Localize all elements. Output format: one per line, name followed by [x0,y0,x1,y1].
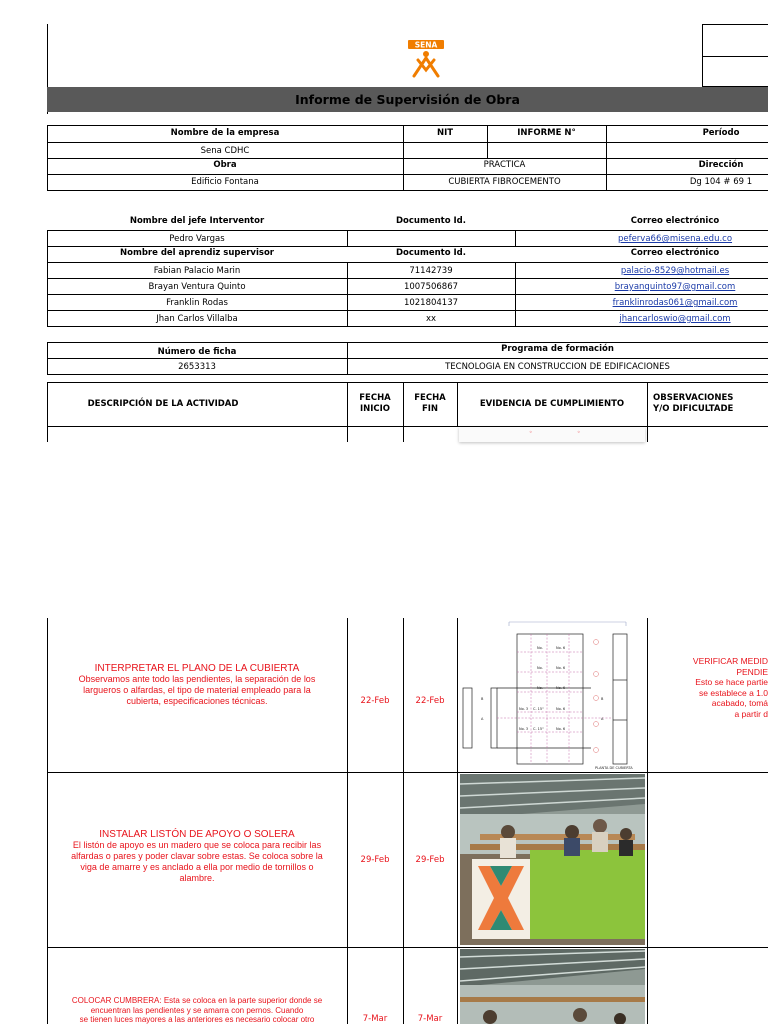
activity-row-1-description [47,663,347,707]
svg-text:No. 3: No. 3 [519,727,529,731]
program-table [47,342,768,375]
svg-text:B: B [481,697,484,701]
svg-text:C. 15": C. 15" [533,707,544,711]
activity-row-2-description [47,829,347,884]
jefe-name: Pedro Vargas [169,234,225,244]
apprentice-name-4: Jhan Carlos Villalba [156,314,238,324]
apprentice-doc-3: 1021804137 [403,298,459,308]
activity-2-title: INSTALAR LISTÓN DE APOYO O SOLERA [99,829,295,840]
col-informe: INFORME N° [517,128,576,138]
svg-text:No. 3: No. 3 [519,707,529,711]
col-fecha-inicio-1: FECHA [359,393,391,403]
apprentice-name-1: Fabian Palacio Marin [153,266,241,276]
activity-2-photo [460,774,645,945]
apprentice-email-4[interactable]: jhancarloswio@gmail.com [619,314,731,324]
svg-text:No.: No. [537,686,543,690]
svg-text:A: A [601,717,604,721]
apprentice-email-3[interactable]: franklinrodas061@gmail.com [612,298,738,308]
activity-2-fecha-fin: 29-Feb [415,855,445,865]
col-correo-2: Correo electrónico [630,248,720,258]
activity-3-title: COLOCAR CUMBRERA: Esta se coloca en la parte superior donde se [71,996,323,1005]
sena-logo-text: SENA [414,40,438,50]
activity-3-line-2: se tienen luces mayores a las anteriores es necesario colocar otro [79,1015,315,1024]
svg-text:No. 6: No. 6 [556,666,566,670]
svg-text:No. 6: No. 6 [556,707,566,711]
activity-1-observations [649,656,768,719]
col-documento-2: Documento Id. [396,248,466,258]
activity-3-photo [460,949,645,1024]
col-direccion: Dirección [698,160,744,170]
svg-text:No. 6: No. 6 [556,686,566,690]
col-company-name: Nombre de la empresa [170,128,280,138]
apprentice-email-2[interactable]: brayanquinto97@gmail.com [614,282,736,292]
col-periodo: Período [702,128,740,138]
activity-row-3-description [47,996,347,1024]
svg-text:C. 15": C. 15" [533,727,544,731]
activity-1-line-3: cubierta, especificaciones técnicas. [126,696,268,706]
people-table [47,213,768,328]
obs-line-2: PENDIE [736,666,768,677]
col-evidencia: EVIDENCIA DE CUMPLIMIENTO [479,399,625,409]
svg-text:No.: No. [537,646,543,650]
activity-2-line-4: alambre. [179,873,215,883]
col-practica: PRACTICA [483,160,526,170]
right-box-bottom [702,56,768,87]
activity-1-line-2: largueros o alfardas, el tipo de material empleado para la [83,685,311,695]
activity-2-line-2: alfardas o pares y poder clavar sobre estas. Se coloca sobre la [71,851,323,861]
col-programa: Programa de formación [501,344,614,354]
col-documento: Documento Id. [396,216,466,226]
activity-3-line-1: encuentran las pendientes y se amarra con pernos. Cuando [90,1005,304,1015]
col-descripcion: DESCRIPCIÓN DE LA ACTIVIDAD [87,399,239,409]
activity-1-title: INTERPRETAR EL PLANO DE LA CUBIERTA [94,663,300,674]
practica-value: CUBIERTA FIBROCEMENTO [448,177,561,187]
obra-value: Edificio Fontana [191,177,259,187]
company-table [47,125,768,191]
company-name-value: Sena CDHC [200,146,250,156]
obs-line-6: a partir d [734,708,768,719]
evidence-preview-strip: ◦ ◦ [459,427,645,442]
activity-1-fecha-fin: 22-Feb [415,696,445,706]
activity-1-fecha-inicio: 22-Feb [360,696,390,706]
col-fecha-fin-1: FECHA [414,393,446,403]
apprentice-doc-1: 71142739 [409,266,453,276]
apprentice-name-3: Franklin Rodas [166,298,228,308]
apprentice-doc-2: 1007506867 [403,282,459,292]
activities-table [47,618,768,1024]
svg-text:No. 6: No. 6 [556,727,566,731]
col-observaciones-2: Y/O DIFICULTADE [653,404,734,414]
activities-header [47,382,768,442]
jefe-email-link[interactable]: peferva66@misena.edu.co [617,234,733,244]
col-nit: NIT [436,128,454,138]
svg-text:No. 6: No. 6 [556,646,566,650]
activity-3-fecha-fin: 7-Mar [417,1014,443,1024]
title-bar [47,87,768,112]
programa-value: TECNOLOGIA EN CONSTRUCCION DE EDIFICACIONES [445,362,670,372]
svg-text:B: B [601,697,604,701]
activity-2-line-3: viga de amarre y es anclado a ella por medio de tornillos o [80,862,314,872]
col-observaciones-1: OBSERVACIONES [653,393,734,403]
activity-2-line-1: El listón de apoyo es un madero que se coloca para recibir las [72,840,322,850]
roof-plan-drawing [461,620,643,770]
plan-label: PLANTA DE CUBIERTA [595,766,633,770]
svg-text:No.: No. [537,666,543,670]
ficha-value: 2653313 [178,362,216,372]
obs-line-5: acabado, tomá [711,698,768,708]
col-obra: Obra [213,160,237,170]
col-fecha-inicio-2: INICIO [359,404,391,414]
activity-3-fecha-inicio: 7-Mar [362,1014,388,1024]
sena-logo [404,38,448,78]
obs-line-1: VERIFICAR MEDID [692,656,768,666]
col-correo: Correo electrónico [630,216,720,226]
apprentice-doc-4: xx [425,314,437,324]
svg-text:A: A [481,717,484,721]
apprentice-email-1[interactable]: palacio-8529@hotmail.es [620,266,730,276]
col-ficha: Número de ficha [157,347,237,357]
col-aprendiz: Nombre del aprendiz supervisor [120,248,274,258]
obs-line-4: se establece a 1.0 [699,687,768,698]
obs-line-3: Esto se hace partie [695,677,768,687]
apprentice-name-2: Brayan Ventura Quinto [148,282,246,292]
page-title: Informe de Supervisión de Obra [295,92,520,107]
activity-2-fecha-inicio: 29-Feb [360,855,390,865]
right-box-top [702,24,768,57]
direccion-value: Dg 104 # 69 1 [689,177,753,187]
col-jefe: Nombre del jefe Interventor [129,216,265,226]
activity-1-line-1: Observamos ante todo las pendientes, la separación de los [78,674,316,684]
col-fecha-fin-2: FIN [421,404,439,414]
